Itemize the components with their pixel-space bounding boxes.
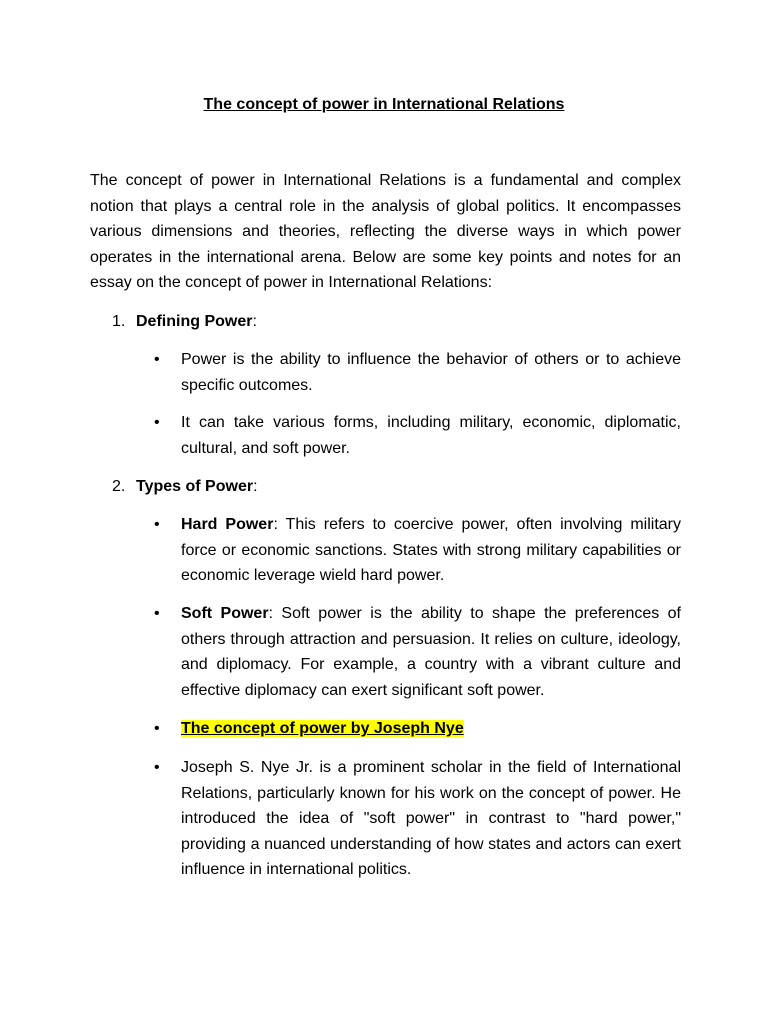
bullet-text bbox=[181, 512, 681, 589]
bullet-item-highlighted bbox=[154, 716, 681, 742]
bullet-body: : This refers to coercive power, often involving military force or economic sanctions. States with strong military capabilities or economic leverage wield hard power. bbox=[181, 516, 681, 585]
bullet-text: It can take various forms, including military, economic, diplomatic, cultural, and soft power. bbox=[181, 414, 681, 457]
document-title: The concept of power in International Relations bbox=[203, 96, 565, 113]
bullet-text: Joseph S. Nye Jr. is a prominent scholar in the field of International Relations, particularly known for his work on the concept of power. He introduced the idea of "soft power" in contrast to "hard power," providing a nuanced understanding of how states and actors can exert influence in international politics. bbox=[181, 759, 681, 879]
bullet-item-hard-power bbox=[154, 512, 681, 589]
bullet-icon: • bbox=[154, 759, 160, 776]
list-number: 1. bbox=[112, 313, 126, 330]
bullet-lead: Soft Power bbox=[181, 605, 269, 622]
bullet-lead: Hard Power bbox=[181, 516, 274, 533]
bullet-icon: • bbox=[154, 605, 160, 622]
bullet-item bbox=[154, 410, 681, 461]
bullet-text: Power is the ability to influence the behavior of others or to achieve specific outcomes. bbox=[181, 351, 681, 394]
bullet-item-soft-power bbox=[154, 601, 681, 703]
list-item-types-of-power bbox=[112, 476, 258, 498]
bullet-icon: • bbox=[154, 414, 160, 431]
heading-colon: : bbox=[253, 478, 258, 495]
bullet-item bbox=[154, 347, 681, 398]
list-item-defining-power bbox=[112, 311, 257, 333]
bullet-icon: • bbox=[154, 720, 160, 737]
bullet-text bbox=[181, 601, 681, 703]
bullet-icon: • bbox=[154, 351, 160, 368]
bullet-item-joseph-nye bbox=[154, 755, 681, 883]
section-heading: Types of Power bbox=[136, 478, 254, 495]
heading-colon: : bbox=[252, 313, 257, 330]
highlighted-heading: The concept of power by Joseph Nye bbox=[181, 720, 464, 737]
bullet-body: : Soft power is the ability to shape the preferences of others through attraction and persuasion. It relies on culture, ideology, and diplomacy. For example, a country with a vibrant culture and effective diplomacy can exert significant soft power. bbox=[181, 605, 682, 699]
list-number: 2. bbox=[112, 478, 126, 495]
bullet-text bbox=[181, 716, 681, 742]
intro-paragraph: The concept of power in International Relations is a fundamental and complex notion that plays a central role in the analysis of global politics. It encompasses various dimensions and theories, reflecting the diverse ways in which power operates in the international arena. Below are some key points and notes for an essay on the concept of power in International Relations: bbox=[90, 172, 681, 292]
bullet-icon: • bbox=[154, 516, 160, 533]
section-heading: Defining Power bbox=[136, 313, 253, 330]
